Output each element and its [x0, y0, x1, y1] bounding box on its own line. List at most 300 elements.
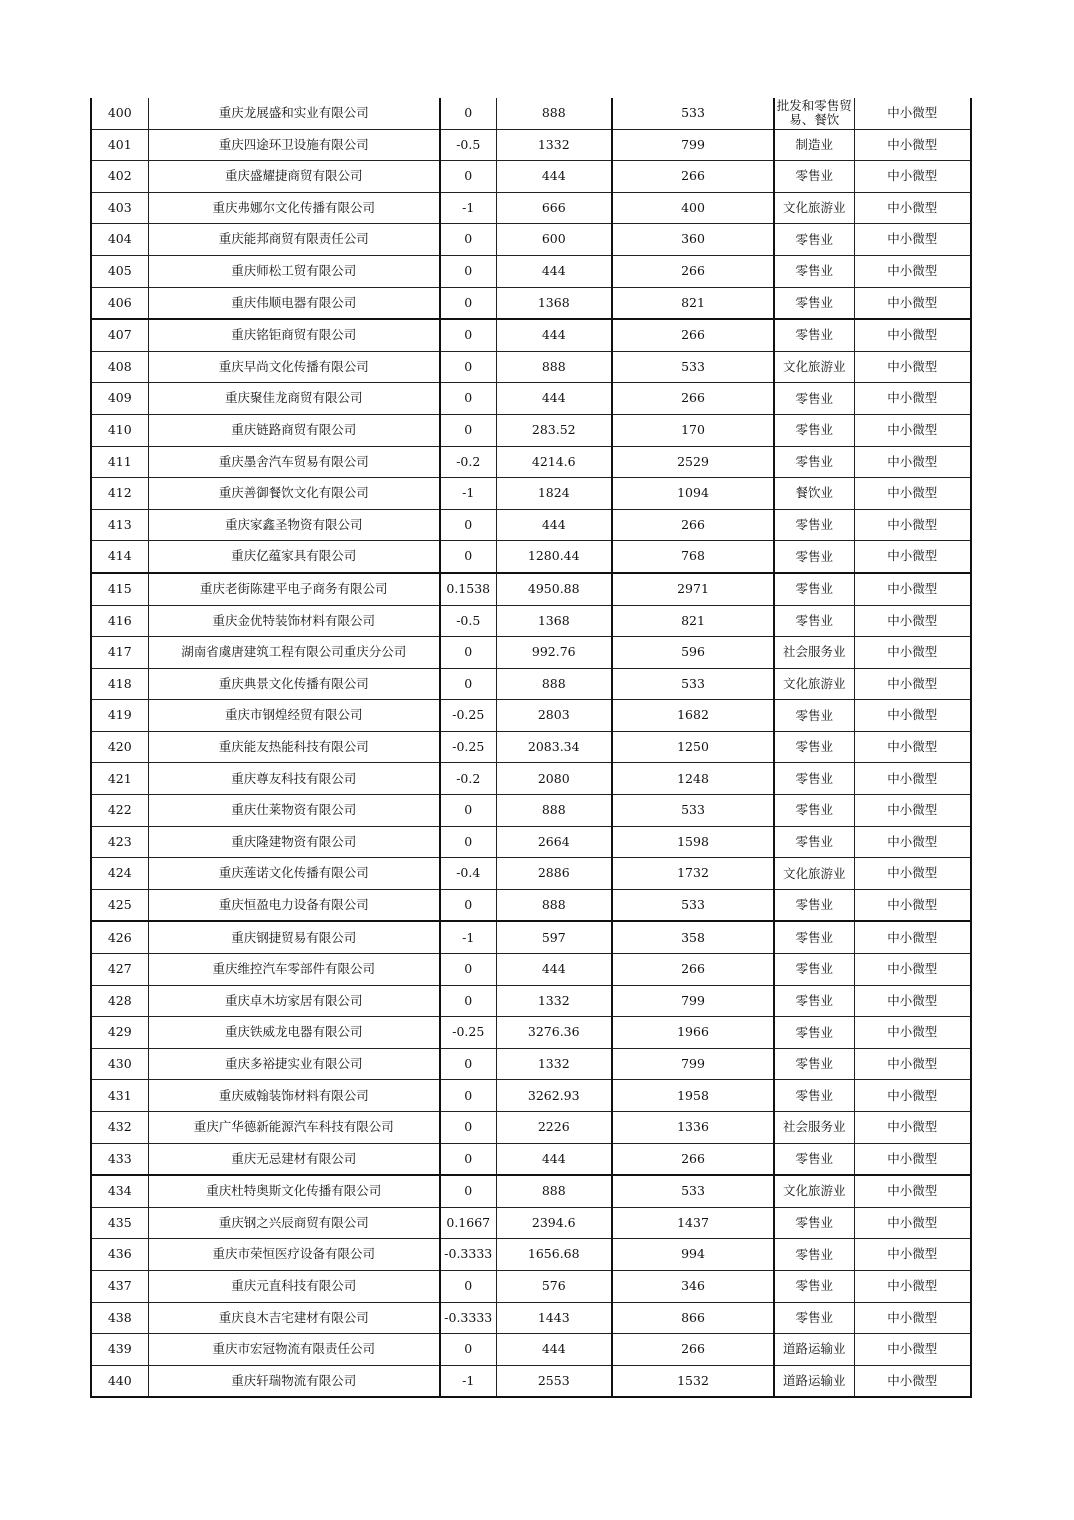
rate-cell: 0: [440, 637, 496, 669]
company-name-cell: 重庆杜特奥斯文化传播有限公司: [148, 1175, 440, 1207]
rate-cell: 0: [440, 383, 496, 415]
table-row: [91, 1207, 971, 1239]
industry-cell: 零售业: [774, 1207, 854, 1239]
company-name-cell: 重庆轩瑞物流有限公司: [148, 1365, 440, 1397]
enterprise-size-cell: 中小微型: [854, 287, 971, 319]
amount-cell: 283.52: [496, 414, 612, 446]
row-number-cell: 415: [91, 573, 148, 605]
row-number-cell: 431: [91, 1080, 148, 1112]
enterprise-size-cell: 中小微型: [854, 921, 971, 953]
rate-cell: 0: [440, 161, 496, 193]
enterprise-size-cell: 中小微型: [854, 541, 971, 573]
table-row: [91, 319, 971, 351]
industry-cell: 零售业: [774, 985, 854, 1017]
amount-cell: 3276.36: [496, 1017, 612, 1049]
amount-cell: 1824: [496, 478, 612, 510]
industry-cell: 零售业: [774, 224, 854, 256]
rate-cell: 0.1538: [440, 573, 496, 605]
company-name-cell: 重庆钢捷贸易有限公司: [148, 921, 440, 953]
enterprise-size-cell: 中小微型: [854, 731, 971, 763]
rate-cell: -1: [440, 192, 496, 224]
subsidy-cell: 533: [612, 351, 774, 383]
company-name-cell: 湖南省虞唐建筑工程有限公司重庆分公司: [148, 637, 440, 669]
table-row: [91, 1048, 971, 1080]
amount-cell: 444: [496, 1334, 612, 1366]
rate-cell: -0.2: [440, 446, 496, 478]
company-name-cell: 重庆隆建物资有限公司: [148, 826, 440, 858]
amount-cell: 888: [496, 351, 612, 383]
industry-cell: 零售业: [774, 700, 854, 732]
table-row: [91, 921, 971, 953]
industry-cell: 零售业: [774, 889, 854, 921]
rate-cell: 0: [440, 98, 496, 129]
row-number-cell: 413: [91, 509, 148, 541]
subsidy-cell: 1437: [612, 1207, 774, 1239]
company-name-cell: 重庆龙展盛和实业有限公司: [148, 98, 440, 129]
table-row: [91, 1080, 971, 1112]
subsidy-cell: 533: [612, 1175, 774, 1207]
amount-cell: 1332: [496, 985, 612, 1017]
amount-cell: 2226: [496, 1112, 612, 1144]
row-number-cell: 427: [91, 954, 148, 986]
enterprise-size-cell: 中小微型: [854, 573, 971, 605]
rate-cell: 0: [440, 1048, 496, 1080]
rate-cell: -1: [440, 921, 496, 953]
amount-cell: 444: [496, 255, 612, 287]
company-name-cell: 重庆早尚文化传播有限公司: [148, 351, 440, 383]
rate-cell: 0: [440, 985, 496, 1017]
rate-cell: 0.1667: [440, 1207, 496, 1239]
company-name-cell: 重庆盛耀捷商贸有限公司: [148, 161, 440, 193]
row-number-cell: 403: [91, 192, 148, 224]
rate-cell: 0: [440, 541, 496, 573]
row-number-cell: 408: [91, 351, 148, 383]
subsidy-cell: 1250: [612, 731, 774, 763]
table-row: [91, 129, 971, 161]
rate-cell: -1: [440, 1365, 496, 1397]
subsidy-cell: 533: [612, 98, 774, 129]
subsidy-cell: 821: [612, 605, 774, 637]
amount-cell: 3262.93: [496, 1080, 612, 1112]
amount-cell: 597: [496, 921, 612, 953]
row-number-cell: 429: [91, 1017, 148, 1049]
amount-cell: 1280.44: [496, 541, 612, 573]
company-name-cell: 重庆无忌建材有限公司: [148, 1143, 440, 1175]
table-row: [91, 889, 971, 921]
table-row: [91, 795, 971, 827]
subsidy-cell: 1732: [612, 858, 774, 890]
rate-cell: 0: [440, 1080, 496, 1112]
company-name-cell: 重庆多裕捷实业有限公司: [148, 1048, 440, 1080]
company-name-cell: 重庆老街陈建平电子商务有限公司: [148, 573, 440, 605]
company-name-cell: 重庆元直科技有限公司: [148, 1270, 440, 1302]
company-name-cell: 重庆聚佳龙商贸有限公司: [148, 383, 440, 415]
enterprise-size-cell: 中小微型: [854, 668, 971, 700]
table-row: [91, 351, 971, 383]
industry-cell: 制造业: [774, 129, 854, 161]
amount-cell: 888: [496, 98, 612, 129]
amount-cell: 666: [496, 192, 612, 224]
table-row: [91, 826, 971, 858]
subsidy-cell: 400: [612, 192, 774, 224]
row-number-cell: 411: [91, 446, 148, 478]
table-row: [91, 731, 971, 763]
enterprise-size-cell: 中小微型: [854, 954, 971, 986]
rate-cell: -1: [440, 478, 496, 510]
company-name-cell: 重庆恒盈电力设备有限公司: [148, 889, 440, 921]
company-name-cell: 重庆能邦商贸有限责任公司: [148, 224, 440, 256]
enterprise-size-cell: 中小微型: [854, 98, 971, 129]
rate-cell: -0.5: [440, 605, 496, 637]
amount-cell: 2803: [496, 700, 612, 732]
industry-cell: 文化旅游业: [774, 1175, 854, 1207]
table-row: [91, 954, 971, 986]
rate-cell: 0: [440, 795, 496, 827]
amount-cell: 1332: [496, 129, 612, 161]
rate-cell: -0.3333: [440, 1302, 496, 1334]
table-row: [91, 287, 971, 319]
industry-cell: 零售业: [774, 383, 854, 415]
enterprise-size-cell: 中小微型: [854, 637, 971, 669]
company-name-cell: 重庆威翰装饰材料有限公司: [148, 1080, 440, 1112]
enterprise-size-cell: 中小微型: [854, 224, 971, 256]
amount-cell: 2664: [496, 826, 612, 858]
table-row: [91, 1302, 971, 1334]
row-number-cell: 424: [91, 858, 148, 890]
row-number-cell: 430: [91, 1048, 148, 1080]
enterprise-size-cell: 中小微型: [854, 414, 971, 446]
row-number-cell: 433: [91, 1143, 148, 1175]
row-number-cell: 402: [91, 161, 148, 193]
enterprise-size-cell: 中小微型: [854, 1048, 971, 1080]
amount-cell: 1656.68: [496, 1239, 612, 1271]
table-row: [91, 478, 971, 510]
subsidy-cell: 1682: [612, 700, 774, 732]
table-row: [91, 255, 971, 287]
subsidy-cell: 266: [612, 383, 774, 415]
enterprise-size-cell: 中小微型: [854, 1334, 971, 1366]
amount-cell: 1368: [496, 287, 612, 319]
table-row: [91, 161, 971, 193]
subsidy-cell: 533: [612, 889, 774, 921]
subsidy-cell: 266: [612, 161, 774, 193]
company-name-cell: 重庆善御餐饮文化有限公司: [148, 478, 440, 510]
table-row: [91, 98, 971, 129]
amount-cell: 1368: [496, 605, 612, 637]
enterprise-size-cell: 中小微型: [854, 700, 971, 732]
table-row: [91, 1017, 971, 1049]
table-row: [91, 541, 971, 573]
amount-cell: 4950.88: [496, 573, 612, 605]
company-name-cell: 重庆链路商贸有限公司: [148, 414, 440, 446]
table-row: [91, 224, 971, 256]
subsidy-cell: 266: [612, 255, 774, 287]
rate-cell: 0: [440, 224, 496, 256]
enterprise-size-cell: 中小微型: [854, 795, 971, 827]
industry-cell: 零售业: [774, 1143, 854, 1175]
rate-cell: -0.25: [440, 700, 496, 732]
rate-cell: -0.4: [440, 858, 496, 890]
amount-cell: 4214.6: [496, 446, 612, 478]
enterprise-size-cell: 中小微型: [854, 351, 971, 383]
subsidy-cell: 266: [612, 954, 774, 986]
amount-cell: 600: [496, 224, 612, 256]
rate-cell: -0.3333: [440, 1239, 496, 1271]
subsidy-cell: 358: [612, 921, 774, 953]
amount-cell: 888: [496, 889, 612, 921]
table-row: [91, 1334, 971, 1366]
row-number-cell: 417: [91, 637, 148, 669]
company-name-cell: 重庆莲诺文化传播有限公司: [148, 858, 440, 890]
subsidy-cell: 1336: [612, 1112, 774, 1144]
rate-cell: 0: [440, 668, 496, 700]
subsidy-cell: 1958: [612, 1080, 774, 1112]
rate-cell: 0: [440, 351, 496, 383]
subsidy-cell: 170: [612, 414, 774, 446]
industry-cell: 零售业: [774, 826, 854, 858]
subsidy-cell: 266: [612, 319, 774, 351]
table-row: [91, 1270, 971, 1302]
rate-cell: 0: [440, 319, 496, 351]
subsidy-cell: 346: [612, 1270, 774, 1302]
industry-cell: 零售业: [774, 161, 854, 193]
table-row: [91, 763, 971, 795]
enterprise-size-cell: 中小微型: [854, 858, 971, 890]
row-number-cell: 410: [91, 414, 148, 446]
table-row: [91, 573, 971, 605]
industry-cell: 零售业: [774, 1048, 854, 1080]
row-number-cell: 412: [91, 478, 148, 510]
enterprise-size-cell: 中小微型: [854, 1302, 971, 1334]
company-name-cell: 重庆金优特装饰材料有限公司: [148, 605, 440, 637]
table-row: [91, 509, 971, 541]
rate-cell: 0: [440, 1143, 496, 1175]
subsidy-cell: 799: [612, 129, 774, 161]
subsidy-cell: 799: [612, 1048, 774, 1080]
subsidy-cell: 266: [612, 509, 774, 541]
amount-cell: 2394.6: [496, 1207, 612, 1239]
industry-cell: 零售业: [774, 954, 854, 986]
table-row: [91, 700, 971, 732]
rate-cell: 0: [440, 954, 496, 986]
company-name-cell: 重庆市宏冠物流有限责任公司: [148, 1334, 440, 1366]
industry-cell: 零售业: [774, 255, 854, 287]
industry-cell: 零售业: [774, 921, 854, 953]
industry-cell: 零售业: [774, 541, 854, 573]
amount-cell: 444: [496, 509, 612, 541]
table-row: [91, 383, 971, 415]
table-row: [91, 192, 971, 224]
amount-cell: 1443: [496, 1302, 612, 1334]
company-name-cell: 重庆仕莱物资有限公司: [148, 795, 440, 827]
company-name-cell: 重庆尊友科技有限公司: [148, 763, 440, 795]
table-row: [91, 446, 971, 478]
amount-cell: 888: [496, 668, 612, 700]
company-name-cell: 重庆卓木坊家居有限公司: [148, 985, 440, 1017]
row-number-cell: 414: [91, 541, 148, 573]
company-name-cell: 重庆市荣恒医疗设备有限公司: [148, 1239, 440, 1271]
amount-cell: 444: [496, 161, 612, 193]
amount-cell: 2886: [496, 858, 612, 890]
company-name-cell: 重庆墨舍汽车贸易有限公司: [148, 446, 440, 478]
amount-cell: 992.76: [496, 637, 612, 669]
row-number-cell: 419: [91, 700, 148, 732]
company-name-cell: 重庆维控汽车零部件有限公司: [148, 954, 440, 986]
subsidy-cell: 1598: [612, 826, 774, 858]
row-number-cell: 428: [91, 985, 148, 1017]
rate-cell: -0.25: [440, 731, 496, 763]
company-name-cell: 重庆伟顺电器有限公司: [148, 287, 440, 319]
rate-cell: 0: [440, 1334, 496, 1366]
enterprise-size-cell: 中小微型: [854, 161, 971, 193]
industry-cell: 文化旅游业: [774, 668, 854, 700]
rate-cell: 0: [440, 1270, 496, 1302]
row-number-cell: 440: [91, 1365, 148, 1397]
amount-cell: 888: [496, 795, 612, 827]
industry-cell: 零售业: [774, 509, 854, 541]
row-number-cell: 409: [91, 383, 148, 415]
subsidy-cell: 768: [612, 541, 774, 573]
industry-cell: 零售业: [774, 1270, 854, 1302]
industry-cell: 道路运输业: [774, 1365, 854, 1397]
enterprise-size-cell: 中小微型: [854, 985, 971, 1017]
company-name-cell: 重庆铭钜商贸有限公司: [148, 319, 440, 351]
enterprise-size-cell: 中小微型: [854, 763, 971, 795]
table-row: [91, 668, 971, 700]
table-row: [91, 1175, 971, 1207]
table-row: [91, 637, 971, 669]
rate-cell: 0: [440, 287, 496, 319]
subsidy-cell: 2529: [612, 446, 774, 478]
row-number-cell: 426: [91, 921, 148, 953]
rate-cell: 0: [440, 889, 496, 921]
company-name-cell: 重庆铁威龙电器有限公司: [148, 1017, 440, 1049]
subsidy-cell: 866: [612, 1302, 774, 1334]
enterprise-size-cell: 中小微型: [854, 1017, 971, 1049]
industry-cell: 零售业: [774, 605, 854, 637]
industry-cell: 零售业: [774, 731, 854, 763]
enterprise-size-cell: 中小微型: [854, 192, 971, 224]
subsidy-cell: 821: [612, 287, 774, 319]
table-row: [91, 414, 971, 446]
amount-cell: 2080: [496, 763, 612, 795]
industry-cell: 零售业: [774, 414, 854, 446]
company-name-cell: 重庆广华德新能源汽车科技有限公司: [148, 1112, 440, 1144]
table-row: [91, 985, 971, 1017]
row-number-cell: 437: [91, 1270, 148, 1302]
row-number-cell: 421: [91, 763, 148, 795]
table-row: [91, 1239, 971, 1271]
row-number-cell: 432: [91, 1112, 148, 1144]
subsidy-cell: 266: [612, 1143, 774, 1175]
enterprise-size-cell: 中小微型: [854, 255, 971, 287]
row-number-cell: 416: [91, 605, 148, 637]
subsidy-cell: 596: [612, 637, 774, 669]
subsidy-cell: 2971: [612, 573, 774, 605]
subsidy-cell: 799: [612, 985, 774, 1017]
row-number-cell: 407: [91, 319, 148, 351]
rate-cell: 0: [440, 1175, 496, 1207]
industry-cell: 道路运输业: [774, 1334, 854, 1366]
table-row: [91, 605, 971, 637]
industry-cell: 零售业: [774, 573, 854, 605]
industry-cell: 零售业: [774, 1302, 854, 1334]
rate-cell: -0.2: [440, 763, 496, 795]
industry-cell: 零售业: [774, 446, 854, 478]
enterprise-size-cell: 中小微型: [854, 826, 971, 858]
table-row: [91, 1143, 971, 1175]
amount-cell: 1332: [496, 1048, 612, 1080]
company-name-cell: 重庆师松工贸有限公司: [148, 255, 440, 287]
subsidy-cell: 533: [612, 668, 774, 700]
company-name-cell: 重庆家鑫圣物资有限公司: [148, 509, 440, 541]
row-number-cell: 425: [91, 889, 148, 921]
industry-cell: 零售业: [774, 1017, 854, 1049]
subsidy-cell: 266: [612, 1334, 774, 1366]
enterprise-size-cell: 中小微型: [854, 1270, 971, 1302]
industry-cell: 社会服务业: [774, 1112, 854, 1144]
row-number-cell: 434: [91, 1175, 148, 1207]
row-number-cell: 436: [91, 1239, 148, 1271]
subsidy-cell: 1966: [612, 1017, 774, 1049]
amount-cell: 444: [496, 383, 612, 415]
row-number-cell: 401: [91, 129, 148, 161]
row-number-cell: 404: [91, 224, 148, 256]
amount-cell: 2553: [496, 1365, 612, 1397]
company-name-cell: 重庆良木吉宅建材有限公司: [148, 1302, 440, 1334]
amount-cell: 2083.34: [496, 731, 612, 763]
enterprise-size-cell: 中小微型: [854, 1080, 971, 1112]
enterprise-size-cell: 中小微型: [854, 1365, 971, 1397]
rate-cell: 0: [440, 509, 496, 541]
enterprise-size-cell: 中小微型: [854, 1207, 971, 1239]
amount-cell: 888: [496, 1175, 612, 1207]
data-table: [90, 98, 972, 1398]
enterprise-size-cell: 中小微型: [854, 446, 971, 478]
company-name-cell: 重庆能友热能科技有限公司: [148, 731, 440, 763]
enterprise-size-cell: 中小微型: [854, 1175, 971, 1207]
company-name-cell: 重庆典景文化传播有限公司: [148, 668, 440, 700]
company-name-cell: 重庆钢之兴辰商贸有限公司: [148, 1207, 440, 1239]
industry-cell: 零售业: [774, 795, 854, 827]
industry-cell: 社会服务业: [774, 637, 854, 669]
row-number-cell: 400: [91, 98, 148, 129]
enterprise-size-cell: 中小微型: [854, 509, 971, 541]
table-row: [91, 858, 971, 890]
company-name-cell: 重庆弗娜尔文化传播有限公司: [148, 192, 440, 224]
company-name-cell: 重庆市钢煌经贸有限公司: [148, 700, 440, 732]
enterprise-size-cell: 中小微型: [854, 889, 971, 921]
table-body: [91, 98, 971, 1397]
industry-cell: 文化旅游业: [774, 351, 854, 383]
rate-cell: 0: [440, 1112, 496, 1144]
industry-cell: 零售业: [774, 763, 854, 795]
row-number-cell: 406: [91, 287, 148, 319]
subsidy-cell: 994: [612, 1239, 774, 1271]
subsidy-cell: 360: [612, 224, 774, 256]
subsidy-cell: 1248: [612, 763, 774, 795]
industry-cell: 零售业: [774, 287, 854, 319]
row-number-cell: 422: [91, 795, 148, 827]
amount-cell: 444: [496, 1143, 612, 1175]
row-number-cell: 439: [91, 1334, 148, 1366]
subsidy-cell: 1094: [612, 478, 774, 510]
amount-cell: 444: [496, 954, 612, 986]
industry-cell: 零售业: [774, 1239, 854, 1271]
table-row: [91, 1112, 971, 1144]
table-row: [91, 1365, 971, 1397]
enterprise-size-cell: 中小微型: [854, 129, 971, 161]
